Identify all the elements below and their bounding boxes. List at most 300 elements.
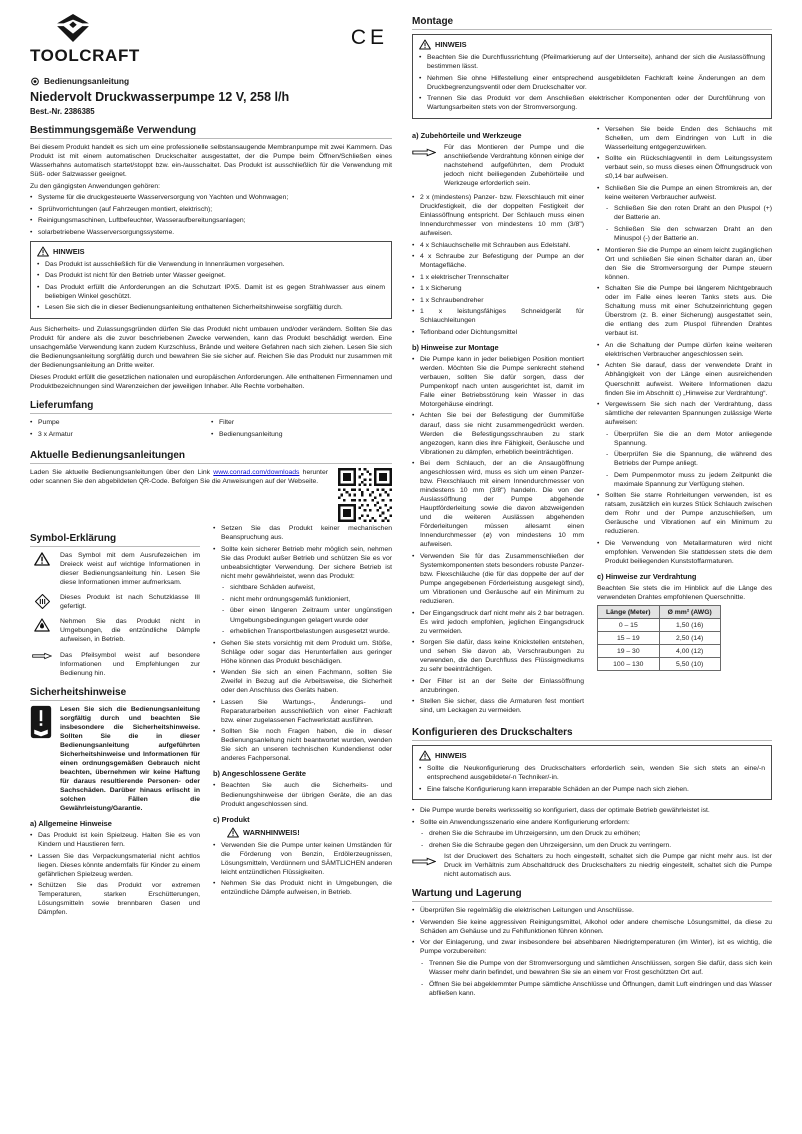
list-item [412,193,584,238]
sub-item-text: Schließen Sie den schwarzen Draht an den Minuspol (-) der Batterie an. [614,226,772,243]
bullet-marker: • [597,155,600,163]
bullet-marker: • [597,492,600,500]
bullet-marker: • [412,939,415,947]
list-item [30,831,200,849]
bullet-marker: • [412,355,415,363]
bullet-marker: - [606,226,609,233]
list-item-text: Lassen Sie das Verpackungsmaterial nicht achtlos liegen. Dieses könnte andernfalls für Kinder zu einem gefährlichen Spielzeug werden. [38,852,200,878]
bullet-marker: - [421,959,424,967]
brand-wordmark: TOOLCRAFT [30,46,140,65]
left-subcolumn-2 [213,524,392,900]
note-list [37,260,385,313]
symbol-row [30,617,200,644]
list-item [37,283,385,301]
list-item [30,430,211,439]
list-item [597,400,772,427]
safety-intro-text: Lesen Sie sich die Bedienungsanleitung sorgfältig durch und beachten Sie insbesondere die Sicherheitshinweise. Sollten Sie die in dieser Bedienungsanleitung aufgeführten Sicherheitshinweise und Informationen für einen ordnungsgemäßen Gebrauch nicht beachten, übernehmen wir keine Haftung für daraus resultierende Personen- oder Sachschäden. Darüber hinaus erlischt in solchen Fällen die Gewährleistung/Garantie. [60,705,200,812]
bullet-marker: - [606,451,609,459]
manuals-text-before: Laden Sie aktuelle Bedienungsanleitungen über den Link [30,469,214,477]
exclamation-triangle-icon [30,551,54,587]
symbol-description: Das Pfeilsymbol weist auf besondere Informationen und Empfehlungen zur Bedienung hin. [60,651,200,677]
list-item-text: Versehen Sie beide Enden des Schlauchs mit Schellen, um dem Eindringen von Luft in die Wasserleitung entgegenzuwirken. [605,125,772,151]
sub-list-item [597,471,772,489]
read-manual-icon [30,705,54,813]
bullet-marker: • [213,698,216,706]
list-item-text: 1 x Sicherung [420,285,462,293]
arrow-note-row [412,143,584,188]
list-item [412,697,584,715]
bullet-marker: • [412,677,415,685]
bullet-marker: • [30,217,33,225]
bullet-marker: - [606,430,609,438]
bullet-marker: • [412,296,415,304]
list-item [412,918,772,936]
bullet-marker: • [213,525,216,533]
list-item [412,355,584,409]
heading-delivery: Lieferumfang [30,400,392,414]
bullet-marker: • [412,907,415,915]
bullet-marker: - [222,607,225,615]
symbol-row [30,651,200,678]
list-item-text: Sollten Sie starre Rohrleitungen verwenden, ist es ratsam, zusätzlich ein kurzes Stück Schlauch zwischen dem Rohr und der Pumpe anzuschließen, um Geräusche und Vibrationen auf ein Minimum zu reduzieren. [605,492,772,536]
list-item-text: Wenden Sie sich an einen Fachmann, sollten Sie Zweifel in Bezug auf die Arbeitsweise, die Sicherheit oder den Anschluss des Geräts haben. [221,669,392,695]
list-item-text: 1 x elektrischer Trennschalter [420,273,509,281]
list-item-text: Verwenden Sie die Pumpe unter keinen Umständen für die Förderung von Benzin, Erdölerzeugnissen, Lösungsmitteln, Verdünnern und SÄMTLICHEN anderen leicht entzündlichen Flüssigkeiten. [221,841,392,876]
list-item [213,524,392,542]
protection-class-3-icon [30,593,54,611]
doc-type-label: Bedienungsanleitung [44,76,130,86]
list-item-text: Filter [219,419,235,427]
list-item-text: Die Pumpe wurde bereits werksseitig so konfiguriert, dass der optimale Betrieb gewährleistet ist. [420,807,710,815]
list-item-text: solarbetriebene Wasserversorgungssysteme. [38,228,175,236]
heading-montage-notes: b) Hinweise zur Montage [412,342,499,352]
sub-item-text: Überprüfen Sie die an dem Motor anliegende Spannung. [614,430,772,447]
table-row [598,645,721,658]
manuals-text-after: herunter oder scannen Sie den abgebildeten QR-Code. Befolgen Sie die Anweisungen auf der Webseite. [30,469,328,486]
list-item [37,271,385,280]
list-item-text: Sprühvorrichtungen (auf Fahrzeugen montiert, elektrisch); [38,205,213,213]
list-item-text: Reinigungsmaschinen, Luftbefeuchter, Wasseraufbereitungsanlagen; [38,217,246,225]
bullet-marker: • [412,193,415,201]
bullet-marker: • [37,304,40,312]
list-item-text: Bei dem Schlauch, der an die Ansaugöffnung angeschlossen wird, muss es sich um einen Panzer- bzw. Flexschlauch mit einem Innendurchmesser von mindestens 10 mm (3/8") handeln. Die von der Auslassöffnung der Pumpe abgehende Hauptförderleitung sowie die davon abzweigenden und die weiteren Auslässen abgehenden Förderleitungen müssen allesamt einen Innendurchmesser (ø) von mindestens 10 mm aufweisen. [420,460,584,549]
list-item-text: Beachten Sie auch die Sicherheits- und Bedienungshinweise der übrigen Geräte, die an das Produkt angeschlossen sind. [221,782,392,808]
list-item [412,906,772,915]
document-icon [30,77,40,86]
bullet-marker: • [213,782,216,790]
list-item-text: Gehen Sie stets vorsichtig mit dem Produkt um. Stöße, Schläge oder sogar das Herunterfallen aus geringer Höhe können das Produkt beschädigen. [221,639,392,665]
bullet-marker: • [412,609,415,617]
list-item-text: Der Eingangsdruck darf nicht mehr als 2 bar betragen. Es wird jedoch empfohlen, jeglichen Eingangsdruck zu vermeiden. [420,609,584,635]
bullet-marker: • [412,308,415,316]
list-item [597,154,772,181]
sub-list-item [597,430,772,448]
intended-use-paragraph-1: Bei diesem Produkt handelt es sich um eine professionelle selbstansaugende Membranpumpe mit zwei Kammern. Das Produkt ist mit einem automatischen Druckschalter ausgestattet, der die Pumpe beim Öffnen/Schließen eines Wasserhahns automatisch startet/stoppt bzw. ein-/ausschaltet. Das Produkt ist ausschließlich für die Verwendung mit Süß- oder Salzwasser geeignet. [30,144,392,179]
bullet-marker: - [421,841,424,849]
bullet-marker: • [412,639,415,647]
bullet-marker: • [412,460,415,468]
list-item-text: An die Schaltung der Pumpe dürfen keine weiteren elektrischen Verbraucher angeschlossen sein. [605,341,772,358]
list-item-text: Verwenden Sie für das Zusammenschließen der Systemkomponenten stets besonders robuste Panzer- bzw. Flexschläuche (die für das doppelte der auf der Pumpe angegebenen Förderleistung ausgelegt sind), um Vibrationen und Geräusche auf ein Minimum zu reduzieren. [420,552,584,606]
bullet-marker: • [412,328,415,336]
table-row [598,619,721,632]
sub-list-item [412,841,772,850]
list-item [412,296,584,305]
sub-list-item [597,204,772,222]
bullet-marker: • [412,552,415,560]
list-item [412,459,584,549]
general-notes-list [30,831,200,917]
list-item [419,785,765,794]
sub-item-text: Dem Pumpenmotor muss zu jedem Zeitpunkt die maximale Spannung zur Verfügung stehen. [614,471,772,488]
bullet-marker: • [412,273,415,281]
list-item-text: Lesen Sie sich die in dieser Bedienungsanleitung enthaltenen Sicherheitshinweise sorgfältig durch. [45,304,343,312]
note-box-pressure-switch [412,745,772,800]
delivery-columns [30,418,392,441]
sub-item-text: nicht mehr ordnungsgemäß funktioniert, [230,595,351,603]
bullet-marker: • [211,419,214,427]
table-cell: 100 – 130 [598,658,660,671]
note-box-intended-use [30,241,392,319]
bullet-marker: • [597,184,600,192]
accessories-list [412,193,584,337]
list-item-text: Trennen Sie das Produkt vor dem Anschließen elektrischer Komponenten oder der Durchführung von Wartungsarbeiten stets von der Stromversorgung. [427,95,765,112]
list-item [213,545,392,581]
list-item-text: Eine falsche Konfigurierung kann irreparable Schäden an der Pumpe nach sich ziehen. [427,785,689,793]
list-item [597,361,772,397]
list-item [412,806,772,815]
symbol-row [30,551,200,587]
montage-continued-list [597,125,772,566]
list-item [597,125,772,152]
list-item [597,246,772,282]
bullet-marker: • [419,764,422,772]
sub-item-text: Schließen Sie den roten Draht an den Pluspol (+) der Batterie an. [614,205,772,222]
sub-item-text: drehen Sie die Schraube im Uhrzeigersinn, um den Druck zu erhöhen; [429,830,641,838]
sub-list-item [213,583,392,592]
list-item [30,881,200,917]
bullet-marker: - [606,471,609,479]
bullet-marker: • [30,194,33,202]
bullet-marker: • [597,362,600,370]
list-item [412,328,584,337]
montage-notes-list [412,355,584,716]
sub-item-text: drehen Sie die Schraube gegen den Uhrzeigersinn, um den Druck zu verringern. [429,841,672,849]
bullet-marker: • [213,669,216,677]
bullet-marker: • [37,272,40,280]
symbol-description: Das Symbol mit dem Ausrufezeichen im Dreieck weist auf wichtige Informationen in dieser Bedienungsanleitung hin. Lesen Sie diese Informationen immer aufmerksam. [60,552,200,587]
heading-product: c) Produkt [213,814,250,824]
right-subcolumn-2 [597,125,772,676]
list-item-text: 3 x Armatur [38,430,73,438]
table-cell: 0 – 15 [598,619,660,632]
warning-triangle-icon [419,39,431,50]
left-subcolumn-1 [30,524,200,920]
heading-accessories: a) Zubehörteile und Werkzeuge [412,130,522,140]
page-title: Niedervolt Druckwasserpumpe 12 V, 258 l/h [30,90,290,104]
list-item [30,228,392,237]
bullet-marker: • [597,125,600,133]
arrow-note-text: Für das Montieren der Pumpe und die anschließende Verdrahtung können einige der nachstehend aufgeführten, dem Produkt jedoch nicht beiliegenden Zubehörteile und Werkzeuge erforderlich sein. [444,143,584,187]
sub-list-item [412,959,772,977]
bullet-marker: • [30,852,33,860]
list-item [213,781,392,808]
list-item-text: Die Pumpe kann in jeder beliebigen Position montiert werden. Möchten Sie die Pumpe senkrecht stehend verbauen, sollten Sie dafür sorgen, dass der Pumpenkopf nach unten ausgerichtet ist, damit im Falle einer Betriebsstörung kein Wasser in das Motorgehäuse eindringt. [420,355,584,408]
heading-maintenance: Wartung und Lagerung [412,888,772,902]
applications-list [30,193,392,237]
bullet-marker: • [419,54,422,61]
sub-item-text: Trennen Sie die Pumpe von der Stromversorgung und sämtlichen Anschlüssen, sorgen Sie dafür, dass sich kein Wasser mehr darin befindet, und bewahren Sie sie an einem vor Frost geschützten Ort auf. [429,959,772,976]
sub-list-item [213,606,392,624]
order-number: Best.-Nr. 2386385 [30,107,95,116]
table-cell: 5,50 (10) [659,658,720,671]
heading-symbols: Symbol-Erklärung [30,533,200,547]
list-item-text: Das Produkt ist kein Spielzeug. Halten Sie es von Kindern und Haustieren fern. [38,831,200,848]
list-item-text: Verwenden Sie keine aggressiven Reinigungsmittel, Alkohol oder andere chemische Lösungsmittel, da diese zu Schäden am Gehäuse und zu Fehlfunktionen führen können. [420,918,772,935]
heading-manuals: Aktuelle Bedienungsanleitungen [30,450,392,464]
symbol-description: Dieses Produkt ist nach Schutzklasse III gefertigt. [60,594,200,611]
bullet-marker: • [213,728,216,736]
list-item [30,852,200,879]
list-item [597,539,772,566]
table-cell: 19 – 30 [598,645,660,658]
list-item [30,418,211,427]
list-item-text: Sorgen Sie dafür, dass keine Knickstellen entstehen, und sehen Sie davon ab, Verschraubungen zu verwenden, die den Durchfluss des Flüssigmediums zu sehr beeinträchtigen. [420,639,584,674]
list-item-text: Systeme für die druckgesteuerte Wasserversorgung von Yachten und Wohnwagen; [38,194,289,202]
safety-intro-row [30,705,200,813]
bullet-marker: - [421,830,424,838]
note-box-montage [412,34,772,119]
sub-item-text: sichtbare Schäden aufweist, [230,584,316,592]
sub-item-text: über einen längeren Zeitraum unter ungünstigen Umgebungsbedingungen gelagert wurde oder [230,607,392,624]
applications-intro: Zu den gängigsten Anwendungen gehören: [30,183,161,191]
bullet-marker: • [597,540,600,547]
list-item [213,698,392,725]
note-label: HINWEIS [53,246,85,256]
left-column [30,14,392,920]
list-item-text: Das Produkt erfüllt die Anforderungen an die Schutzart IPX5. Damit ist es gegen Strahlwasser aus einem beliebigen Winkel geschützt. [45,283,385,300]
connected-devices-list [213,781,392,808]
symbol-description: Nehmen Sie das Produkt nicht in Umgebungen, die entzündliche Dämpfe aufweisen, in Betrieb. [60,618,200,644]
qr-code [338,468,392,522]
bullet-marker: • [419,95,422,103]
bullet-marker: • [30,419,33,427]
table-row [598,632,721,645]
bullet-marker: - [222,584,225,592]
bullet-marker: • [597,341,600,349]
sub-list-item [412,980,772,998]
bullet-marker: • [211,430,214,438]
list-item-text: Die Verwendung von Metallarmaturen wird nicht empfohlen. Verwenden Sie stattdessen stets die dem Produkt beiliegenden Kunststoffarmaturen. [605,540,772,566]
list-item [213,668,392,695]
list-item [412,252,584,270]
right-column [412,14,772,1000]
list-item [211,418,392,427]
bullet-marker: • [37,260,40,268]
bullet-marker: • [37,283,40,291]
list-item-text: Sollten Sie noch Fragen haben, die in dieser Bedienungsanleitung nicht beantwortet wurden, wenden Sie sich an unseren technischen Kundendienst oder anderes Fachpersonal. [221,728,392,763]
list-item-text: 1 x leistungsfähiges Schneidgerät für Schlauchleitungen [420,308,584,325]
warning-label: WARNHINWEIS! [243,827,300,837]
bullet-marker: • [30,882,33,890]
bullet-marker: • [213,880,216,888]
list-item [597,284,772,338]
bullet-marker: - [606,205,609,213]
table-cell: 4,00 (12) [659,645,720,658]
heading-montage: Montage [412,16,772,30]
list-item [30,216,392,225]
bullet-marker: - [222,628,225,636]
intended-use-paragraph-3: Dieses Produkt erfüllt die gesetzlichen nationalen und europäischen Anforderungen. Alle enthaltenen Firmennamen und Produktbezeichnungen sind Warenzeichen der jeweiligen Inhaber. Alle Rechte vorbehalten. [30,374,392,391]
list-item-text: Nehmen Sie das Produkt nicht in Umgebungen, die entzündliche Dämpfe aufweisen, in Betrieb. [221,880,392,897]
bullet-marker: • [412,698,415,706]
list-item [412,938,772,956]
list-item-text: Stellen Sie sicher, dass die Armaturen fest montiert sind, um Leckagen zu vermeiden. [420,698,584,715]
bullet-marker: • [412,818,415,826]
bullet-marker: • [412,412,415,420]
sub-list-item [213,595,392,604]
arrow-right-icon [412,143,438,188]
heading-wiring: c) Hinweise zur Verdrahtung [597,572,697,582]
list-item [412,411,584,456]
sub-list-item [597,225,772,243]
sub-list-item [412,829,772,838]
sub-list-item [213,627,392,636]
list-item-text: Pumpe [38,419,60,427]
list-item-text: Schließen Sie die Pumpe an einen Stromkreis an, der keine weiteren Verbraucher aufweist. [605,184,772,201]
list-item [419,53,765,71]
table-row [598,658,721,671]
bullet-marker: • [213,639,216,647]
list-item-text: Achten Sie bei der Befestigung der Gummifüße darauf, dass sie nicht zusammengedrückt werden. Werden die Befestigungsschrauben zu stark angezogen, kann dies ihre Fähigkeit, Geräusche und Vibrationen zu dämpfen, erheblich beeinträchtigen. [420,412,584,456]
list-item [412,273,584,282]
warning-triangle-icon [419,750,431,761]
doc-type-row [30,76,392,86]
bullet-marker: • [30,831,33,839]
list-item [412,552,584,606]
note-header [419,750,765,761]
note-label: HINWEIS [435,750,467,760]
maintenance-list [412,906,772,997]
bullet-marker: • [597,246,600,254]
list-item-text: 1 x Schraubendreher [420,296,484,304]
list-item [412,307,584,325]
list-item-text: Vor der Einlagerung, und zwar insbesondere bei absehbaren Niedrigtemperaturen (im Winter), ist es wichtig, die Pumpe vorzubereiten: [420,939,772,956]
list-item [213,841,392,877]
list-item [30,205,392,214]
list-item-text: Sollte ein Rückschlagventil in dem Leitungssystem verbaut sein, so muss dieses einen Öffnungsdruck von ≤0,14 bar aufweisen. [605,155,772,181]
right-subcolumns [412,125,772,718]
list-item [412,241,584,250]
table-header-row [598,606,721,619]
bullet-marker: • [597,285,600,293]
warning-triangle-icon [37,246,49,257]
heading-safety: Sicherheitshinweise [30,687,200,701]
product-warnings-list [213,841,392,898]
flammable-vapours-icon [30,617,54,644]
montage-note-list [419,53,765,112]
list-item-text: 4 x Schlauchschelle mit Schrauben aus Edelstahl. [420,241,571,249]
wiring-intro: Beachten Sie stets die im Hinblick auf die Länge des verwendeten Drahtes empfohlenen Querschnitte. [597,585,772,602]
sub-item-text: Überprüfen Sie die Spannung, die während des Betriebs der Pumpe anliegt. [614,451,772,468]
bullet-marker: - [222,595,225,603]
list-item [412,638,584,674]
list-item [597,491,772,536]
bullet-marker: • [213,545,216,553]
list-item [37,303,385,312]
list-item-text: Teflonband oder Dichtungsmittel [420,328,518,336]
table-cell: 1,50 (16) [659,619,720,632]
warning-triangle-icon [227,827,239,838]
list-item-text: Das Produkt ist nicht für den Betrieb unter Wasser geeignet. [45,272,226,280]
warning-row [213,827,392,838]
bullet-marker: • [30,228,33,236]
list-item [597,184,772,202]
list-item [419,94,765,112]
wire-cross-section-table [597,605,721,671]
list-item-text: Sollte ein Anwendungsszenario eine andere Konfigurierung erfordern: [420,818,630,826]
list-item [597,341,772,359]
right-subcolumn-1 [412,125,584,718]
download-link[interactable]: www.conrad.com/downloads [213,469,300,477]
bullet-marker: • [412,807,415,815]
list-item [213,639,392,666]
list-item [30,193,392,202]
table-header-cell: Ø mm² (AWG) [659,606,720,619]
delivery-list-right [211,418,392,441]
sub-list-item [597,450,772,468]
toolcraft-logo [30,14,392,68]
list-item-text: Montieren Sie die Pumpe an einem leicht zugänglichen Ort und schließen Sie einen Schalter daran an, über den Sie die Stromversorgung der Pumpe steuern können. [605,246,772,281]
list-item [37,260,385,269]
sub-item-text: Öffnen Sie bei abgeklemmter Pumpe sämtliche Anschlüsse und Öffnungen, damit Luft eindringen und das Wasser abfließen kann. [429,980,772,997]
list-item [213,879,392,897]
pressure-switch-list [412,806,772,850]
heading-general-notes: a) Allgemeine Hinweise [30,818,112,828]
list-item-text: Setzen Sie das Produkt keiner mechanischen Beanspruchung aus. [221,525,392,542]
list-item-text: Beachten Sie die Durchflussrichtung (Pfeilmarkierung auf der Unterseite), anhand der sich die Auslassöffnung bestimmen lässt. [427,54,765,71]
heading-pressure-switch: Konfigurieren des Druckschalters [412,727,772,741]
list-item [213,727,392,763]
sub-item-text: erheblichen Transportbelastungen ausgesetzt wurde. [230,628,390,636]
bullet-marker: • [419,74,422,82]
ce-mark: CE [350,26,388,49]
list-item [412,284,584,293]
pressure-switch-note-list [419,764,765,794]
list-item-text: Achten Sie darauf, dass der verwendete Draht in Abhängigkeit von der Länge einen ausreichenden Querschnitt aufweist. Weitere Informationen dazu finden Sie im Abschnitt c) „Hinweise zur Verdrahtung“. [605,362,772,397]
list-item-text: Sollte kein sicherer Betrieb mehr möglich sein, nehmen Sie das Produkt außer Betrieb und schützen Sie es vor unbeabsichtigter Verwendung. Der sichere Betrieb ist nicht mehr gewährleistet, wenn das Produkt: [221,545,392,580]
table-header-cell: Länge (Meter) [598,606,660,619]
bullet-marker: • [412,241,415,249]
bullet-marker: • [419,785,422,793]
table-cell: 15 – 19 [598,632,660,645]
safety-continued-list [213,524,392,763]
bullet-marker: • [30,205,33,213]
bullet-marker: • [412,285,415,293]
bullet-marker: • [30,430,33,438]
list-item-text: Nehmen Sie ohne Hilfestellung einer entsprechend ausgebildeten Fachkraft keine Änderungen an dem Druckbegrenzungsventil oder dem Druckschalter vor. [427,74,765,91]
heading-connected-devices: b) Angeschlossene Geräte [213,769,306,779]
bullet-marker: • [213,841,216,849]
list-item-text: Lassen Sie Wartungs-, Änderungs- und Reparaturarbeiten ausschließlich von einer Fachkraft bzw. einer zugelassenen Fachwerkstatt ausführen. [221,698,392,724]
arrow-symbol-icon [30,651,54,678]
table-cell: 2,50 (14) [659,632,720,645]
intended-use-paragraph-2: Aus Sicherheits- und Zulassungsgründen dürfen Sie das Produkt nicht umbauen und/oder verändern. Sollten Sie das Produkt für andere als die zuvor beschriebenen Zwecke verwenden, kann das Produkt beschädigt werden. Eine unsachgemäße Verwendung kann zudem Kurzschluss, Brände und weitere Gefahren nach sich ziehen. Lesen Sie sich die Bedienungsanleitung sorgfältig durch und bewahren Sie sie sicher auf. Reichen Sie das Produkt nur zusammen mit der Bedienungsanleitung an Dritte weiter. [30,325,392,370]
manuals-text [30,468,328,486]
list-item-text: Vergewissern Sie sich nach der Verdrahtung, dass sämtliche der relevanten Spannungen zulässige Werte aufweisen: [605,401,772,427]
arrow-right-icon [412,852,438,879]
left-subcolumns [30,524,392,920]
